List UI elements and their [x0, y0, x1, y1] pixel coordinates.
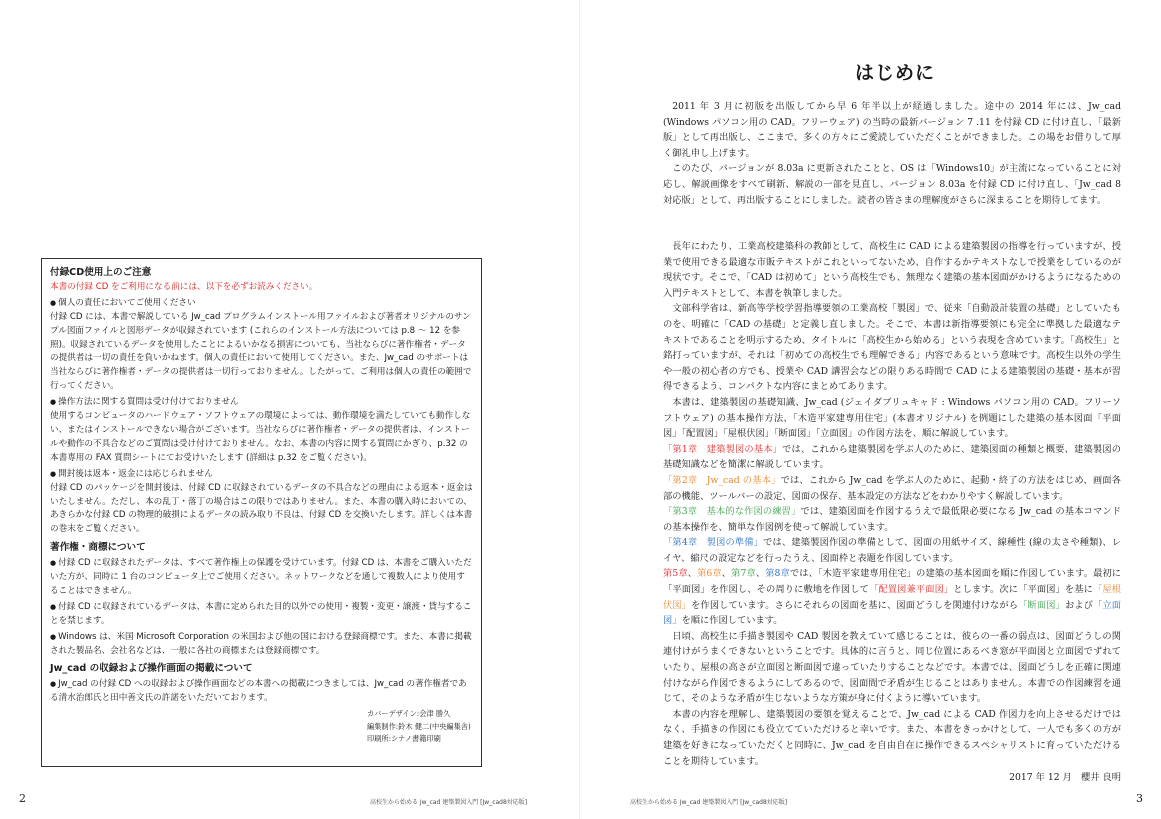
page-gutter	[579, 0, 580, 819]
intro-paragraph: 本書は、建築製図の基礎知識、Jw_cad (ジェイダブリュキャド : Windows パソコン用の CAD。フリーソフトウェア) の基本操作方法、「木造平家建専用住宅」(本書オリジナル) を例題にした建築の基本図面「平面図」「配置図」「屋根伏図」「断面図」「立面図」の作図方法を、順に解説しています。	[663, 396, 1121, 440]
page-number-right: 3	[1136, 792, 1143, 805]
copyright-item: ● 付録 CD に収録されているデータは、本書に定められた目的以外での使用・複製・変更・譲渡・貸与することを禁じます。	[50, 601, 473, 629]
copyright-item: ● 付録 CD に収録されたデータは、すべて著作権上の保護を受けています。付録 CD は、本書をご購入いただいた方が、同時に 1 台のコンピュータ上でご使用ください。ネットワークなどを通して複数人により使用することはできません。	[50, 557, 473, 599]
chapter-4-text: では、建築製図作図の準備として、図面の用紙サイズ、線種性 (線の太さや種類)、レイヤ、縮尺の設定などを行ったうえ、図面枠と表題を作図しています。	[663, 537, 1122, 564]
chapter-1-label: 「第1章 建築製図の基本」	[663, 443, 783, 455]
intro-paragraph: 日頃、高校生に手描き製図や CAD 製図を教えていて感じることは、彼らの一番の弱点は、図面どうしの関連付けがうまくできないということです。具体的に言うと、同じ位置にあるべき窓が平面図と立面図でずれていたり、屋根の高さが立面図と断面図で違っていたりすることなどです。本書では、図面どうしを正確に関連付けながら作図できるようにしてあるので、図面間で矛盾が生じることはありません。本書での作図練習を通じて、そのような矛盾が生じないような方策が身に付くように導いています。	[663, 630, 1121, 705]
notice-text-returns: 付録 CD のパッケージを開封後は、付録 CD に収録されているデータの不具合などの理由による返本・返金はいたしません。ただし、本の乱丁・落丁の場合はこの限りではありません。また、本書の購入時においての、あきらかな付録 CD の物理的破損によるデータの読み取り不良は、付録 CD を交換いたします。詳しくは本書の巻末をご覧ください。	[50, 482, 473, 535]
notice-title: 付録CD使用上のご注意	[50, 267, 152, 278]
elevation-label: 「立面図」	[663, 599, 1122, 627]
chapter-1-text: では、これから建築製図を学ぶ人のために、建築図面の種類と概要、建築製図の基礎知識などを簡潔に解説しています。	[663, 443, 1122, 471]
chapter-5-8-summary: 第5章、第6章、第7章、第8章では、「木造平家建専用住宅」の建築の基本図面を順に作図しています。最初に「平面図」を作図し、その周りに敷地を作図して「配置図兼平面図」とします。次に「平面図」を基に「屋根伏図」を作図しています。さらにそれらの図面を基に、図面どうしを関連付けながら「断面図」および「立面図」を順に作図しています。	[663, 568, 1122, 627]
chapter-5-label: 第5章	[663, 568, 688, 580]
chapter-1-summary	[663, 442, 1121, 473]
chapter-5-8-mid: および	[1064, 599, 1094, 611]
chapter-5-8-text: では、「木造平家建専用住宅」の建築の基本図面を順に作図しています。最初に「平面図」を作図し、その周りに敷地を作図して	[663, 568, 1122, 596]
chapter-4-summary	[663, 535, 1121, 566]
page-number-left: 2	[19, 792, 26, 805]
copyright-heading: 著作権・商標について	[50, 542, 146, 554]
section-label: 「断面図」	[1018, 599, 1065, 611]
chapter-2-text: では、これから Jw_cad を学ぶ人のために、起動・終了の方法をはじめ、画面各部の機能、ツールバーの設定、図面の保存、基本設定の方法などをわかりやすく解説しています。	[663, 474, 1121, 502]
chapter-6-label: 第6章	[697, 568, 722, 580]
credit-line: 編集制作:鈴木 健二(中央編集舎)	[367, 721, 471, 731]
chapter-8-label: 第8章	[765, 568, 790, 580]
notice-heading-support: ● 操作方法に関する質問は受け付けておりません	[50, 396, 473, 410]
chapter-5-8-mid: とします。次に「平面図」を基に	[953, 584, 1094, 596]
chapter-7-label: 第7章	[731, 568, 756, 580]
chapter-3-label: 「第3章 基本的な作図の練習」	[663, 506, 801, 518]
intro-paragraph: このたび、バージョンが 8.03a に更新されたことと、OS は「Windows10」が主流になっていることに対応し、解説画像をすべて刷新、解説の一部を見直し、バージョン 8.03a を付録 CD に付け直し、「Jw_cad 8 対応版」として、再出版することにしました。読者の皆さまの理解度がさらに深まることを期待してます。	[663, 163, 1121, 206]
credits	[367, 708, 473, 746]
notice-text-responsibility: 付録 CD には、本書で解説している Jw_cad プログラムインストール用ファイルおよび著者オリジナルのサンプル図面ファイルと図形データが収録されています (これらのインストール方法については p.8 ～ 12 を参照)。収録されているデータを使用したことによるいかなる損害についても、当社ならびに著作権者・データの提供者は一切の責任を負いかねます。個人の責任において使用してください。また、Jw_cad のサポートは当社ならびに著作権者・データの提供者は一切行っておりません。したがって、ご利用は個人の責任の範囲で行ってください。	[50, 311, 472, 392]
running-footer-right: 高校生から始める Jw_cad 建築製図入門 [Jw_cad8対応版]	[630, 799, 788, 806]
chapter-5-8-mid: を作図しています。さらにそれらの図面を基に、図面どうしを関連付けながら	[691, 599, 1019, 611]
cd-notice-box	[41, 258, 482, 767]
chapter-3-text: では、建築図面を作図するうえで最低限必要になる Jw_cad の基本コマンドの基本操作を、簡単な作図例を使って解説しています。	[663, 506, 1122, 533]
chapter-2-summary	[663, 473, 1121, 504]
signature	[663, 770, 1121, 786]
notice-heading-responsibility: ● 個人の責任においてご使用ください	[50, 297, 473, 311]
intro-paragraph: 本書の内容を理解し、建築製図の要領を覚えることで、Jw_cad による CAD 作図力を向上させるだけではなく、手描きの作図にも役立てていただけると幸いです。また、本書をきっかけとして、一人でも多くの方が建築を好きになっていただくと同時に、Jw_cad を自由自在に操作できるスペシャリストに育っていただけることを期待しています。	[663, 708, 1121, 767]
roof-plan-label: 「屋根伏図」	[663, 584, 1122, 611]
intro-block-2	[663, 239, 1121, 786]
signature-date: 2017 年 12 月	[1009, 772, 1072, 784]
notice-heading-returns: ● 開封後は返本・返金には応じられません	[50, 468, 473, 482]
jw-item: ● Jw_cad の付録 CD への収録および操作画面などの本書への掲載につきましては、Jw_cad の著作権者である清水治郎氏と田中善文氏の許諾をいただいております。	[50, 678, 473, 706]
intro-paragraph: 長年にわたり、工業高校建築科の教師として、高校生に CAD による建築製図の指導を行っていますが、授業で使用できる最適な市販テキストがこれといってないため、自作するかテキストなしで授業をしているのが現状です。そこで、「CAD は初めて」という高校生でも、無理なく建築の基本図面がかけるようになるための入門テキストとして、本書を執筆しました。	[663, 241, 1121, 299]
intro-paragraph: 文部科学省は、新高等学校学習指導要領の工業高校「製図」で、従来「自動設計装置の基礎」としていたものを、明確に「CAD の基礎」と定義し直しました。そこで、本書は新指導要領にも完全に準拠した最適なテキストであることを明示するため、タイトルに「高校生から始める」という表現を含めています。「高校生」と銘打っていますが、それは「初めての高校生でも理解できる」内容であるという意味です。高校生以外の学生や一般の初心者の方でも、授業や CAD 講習会などの限りある時間で CAD による建築製図の基礎・基本が習得できるよう、コンパクトな内容にまとめてあります。	[663, 303, 1121, 393]
chapter-5-8-end: を順に作図しています。	[681, 615, 783, 627]
intro-title: はじめに	[855, 62, 936, 84]
copyright-item: ● Windows は、米国 Microsoft Corporation の米国および他の国における登録商標です。また、本書に掲載された製品名、会社名などは、一般に各社の商標または登録商標です。	[50, 631, 473, 659]
notice-warning: 本書の付録 CD をご利用になる前には、以下を必ずお読みください。	[50, 281, 318, 292]
jw-heading: Jw_cad の収録および操作画面の掲載について	[50, 663, 253, 675]
running-footer-left: 高校生から始める Jw_cad 建築製図入門 [Jw_cad8対応版]	[370, 799, 528, 806]
chapter-4-label: 「第4章 製図の準備」	[663, 537, 764, 549]
notice-text-support: 使用するコンピュータのハードウェア・ソフトウェアの環境によっては、動作環境を満たしていても動作しない、またはインストールできない場合がございます。当社ならびに著作権者・データの提供者は、インストールや動作の不具合などのご質問は受け付けておりません。なお、本書の内容に関する質問にかぎり、p.32 の本書専用の FAX 質問シートにてお受けいたします (詳細は p.32 をご覧ください)。	[50, 411, 471, 463]
chapter-2-label: 「第2章 Jw_cad の基本」	[663, 474, 781, 486]
credit-line: 印刷所:シナノ書籍印刷	[367, 734, 441, 744]
intro-block-1	[663, 99, 1121, 208]
chapter-3-summary	[663, 504, 1121, 535]
intro-paragraph: 2011 年 3 月に初版を出版してから早 6 年半以上が経過しました。途中の 2014 年には、Jw_cad (Windows パソコン用の CAD。フリーウェア) の当時の最新バージョン 7 .11 を付録 CD に付け直し、「最新版」として再出版し、ここまで、多くの方々にご愛読していただくことができました。この場をお借りして厚く御礼申し上げます。	[663, 101, 1121, 159]
signature-author: 櫻井 良明	[1081, 772, 1121, 784]
site-plan-label: 「配置図兼平面図」	[869, 584, 954, 596]
credit-line: カバーデザイン:会津 勝久	[367, 709, 451, 719]
